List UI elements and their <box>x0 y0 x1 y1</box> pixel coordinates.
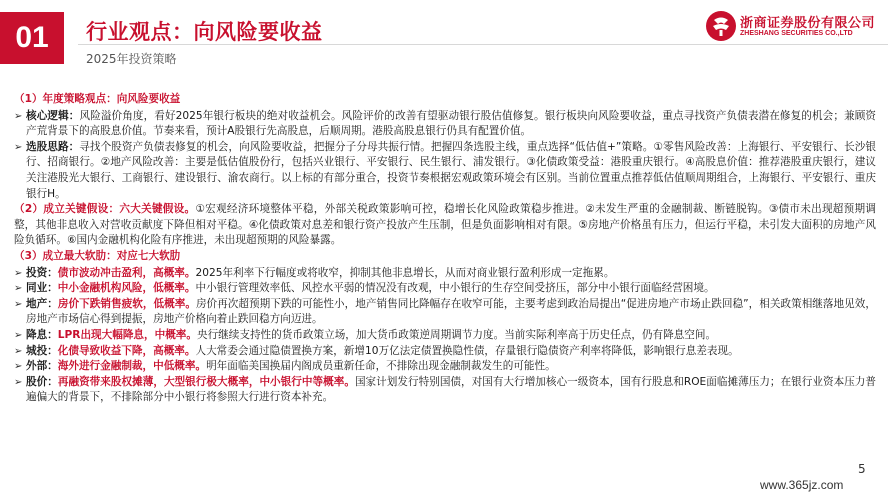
page-title: 行业观点：向风险要收益 <box>86 20 323 44</box>
item-text: 人大常委会通过隐债置换方案，新增10万亿法定债置换隐性债，存量银行隐债资产利率将降低，影响银行息差表现。 <box>195 344 739 357</box>
paragraph <box>14 202 876 249</box>
page-number: 5 <box>858 462 866 476</box>
item-text: 风险溢价角度，看好2025年银行板块的绝对收益机会。风险评价的改善有望驱动银行股估值修复。银行板块向风险要收益，重点寻找资产负债表潜在修复的机会；兼顾资产荒背景下的高股息价值。节奏来看，预计A股银行先高股息，后顺周期。港股高股息银行仍具有配置价值。 <box>26 109 876 138</box>
section-number-badge: 01 <box>0 12 64 64</box>
list-item <box>14 359 876 375</box>
list-item <box>14 109 876 140</box>
item-risk: 债市波动冲击盈利，高概率。 <box>57 266 196 279</box>
item-text: 寻找个股资产负债表修复的机会，向风险要收益，把握分子分母共振行情。把握四条选股主线，重点选择“低估值+”策略。①零售风险改善：上海银行、平安银行、长沙银行、招商银行。②地产风险改善：主要是低估值股份行，包括兴业银行、平安银行、民生银行、浦发银行。③化债政策受益：港股重庆银行。④高股息价值：推荐港股重庆银行，建议关注港股光大银行、工商银行、建设银行、渝农商行。以上标的有部分重合，投资节奏根据宏观政策环境会有区别。当前位置重点推荐低估值顺周期组合，上海银行、平安银行、重庆银行H。 <box>26 140 876 200</box>
arrow-bullet-icon: ➢ <box>14 283 23 295</box>
item-text: 2025年利率下行幅度或将收窄，抑制其他非息增长，从而对商业银行盈利形成一定拖累。 <box>195 266 615 279</box>
page-subtitle: 2025年投资策略 <box>86 52 177 66</box>
watermark: www.365jz.com <box>760 478 844 492</box>
item-key: 外部： <box>26 360 58 373</box>
item-key: 城投： <box>26 344 58 357</box>
logo-company-name-en: ZHESHANG SECURITIES CO.,LTD <box>740 30 853 37</box>
item-text: 央行继续支持性的货币政策立场，加大货币政策逆周期调节力度。当前实际利率高于历史任点，仍有降息空间。 <box>196 328 717 341</box>
list-item <box>14 297 876 328</box>
arrow-bullet-icon: ➢ <box>14 267 23 279</box>
slide-header <box>0 0 889 80</box>
arrow-bullet-icon: ➢ <box>14 329 23 341</box>
item-text: 明年面临美国换届内阁成员重新任命，不排除出现金融制裁发生的可能性。 <box>206 360 556 373</box>
item-key: 投资： <box>26 266 58 279</box>
item-key: 核心逻辑： <box>26 109 80 122</box>
header-divider <box>78 44 888 45</box>
arrow-bullet-icon: ➢ <box>14 141 23 153</box>
list-item <box>14 281 876 297</box>
list-item <box>14 140 876 202</box>
item-risk: 再融资带来股权摊薄，大型银行极大概率，中小银行中等概率。 <box>57 375 355 388</box>
arrow-bullet-icon: ➢ <box>14 298 23 310</box>
section-heading: （1）年度策略观点：向风险要收益 <box>14 93 181 105</box>
item-key: 地产： <box>26 297 58 310</box>
item-text: 国家计划发行特别国债，对国有大行增加核心一级资本，国有行股息和ROE面临摊薄压力；在银行业资本压力普遍偏大的背景下，不排除部分中小银行将参照大行进行资本补充。 <box>26 375 877 404</box>
list-item <box>14 328 876 344</box>
arrow-bullet-icon: ➢ <box>14 376 23 388</box>
item-risk: LPR出现大幅降息，中概率。 <box>57 328 197 341</box>
item-text: 中小银行管理效率低、风控水平弱的情况没有改观，中小银行的生存空间受挤压，部分中小银行面临经营困境。 <box>195 282 715 295</box>
arrow-bullet-icon: ➢ <box>14 110 23 122</box>
paragraph-text: ①宏观经济环境整体平稳，外部关税政策影响可控，稳增长化风险政策稳步推进。②未发生严重的金融制裁、断链脱钩。③债市未出现超预期调整，其他非息收入对营收贡献度下降但相对平稳。④化债政策对息差和银行资产投放产生压制，但是负面影响相对有限。⑤房地产价格虽有压力，但运行平稳，未引发大面积的房地产风险负循环。⑥国内金融机构化险有序推进，未出现超预期的风险暴露。 <box>14 203 876 247</box>
list-item <box>14 344 876 360</box>
item-key: 同业： <box>26 282 58 295</box>
logo-company-name-cn: 浙商证券股份有限公司 <box>740 16 876 31</box>
item-key: 降息： <box>26 328 58 341</box>
section-heading: （3）成立最大软肋：对应七大软肋 <box>14 249 181 262</box>
item-risk: 中小金融机构风险，低概率。 <box>57 282 196 295</box>
item-risk: 房价下跌销售疲软，低概率。 <box>57 297 196 310</box>
list-item <box>14 375 876 406</box>
logo-mark-icon <box>706 11 736 41</box>
company-logo <box>706 10 884 44</box>
item-risk: 化债导致收益下降，高概率。 <box>57 344 196 357</box>
arrow-bullet-icon: ➢ <box>14 361 23 373</box>
section-heading: （2）成立关键假设：六大关键假设。 <box>14 203 196 216</box>
item-key: 选股思路： <box>26 140 80 153</box>
item-text: 房价再次超预期下跌的可能性小，地产销售同比降幅存在收窄可能，主要考虑到政治局提出“促进房地产市场止跌回稳”，相关政策相继落地见效，房地产市场信心得到提振，房地产价格向着止跌回稳方向迈进。 <box>26 297 877 326</box>
slide-body <box>14 92 876 406</box>
item-risk: 海外进行金融制裁，中低概率。 <box>57 360 207 373</box>
list-item <box>14 266 876 282</box>
arrow-bullet-icon: ➢ <box>14 345 23 357</box>
item-key: 股价： <box>26 375 58 388</box>
